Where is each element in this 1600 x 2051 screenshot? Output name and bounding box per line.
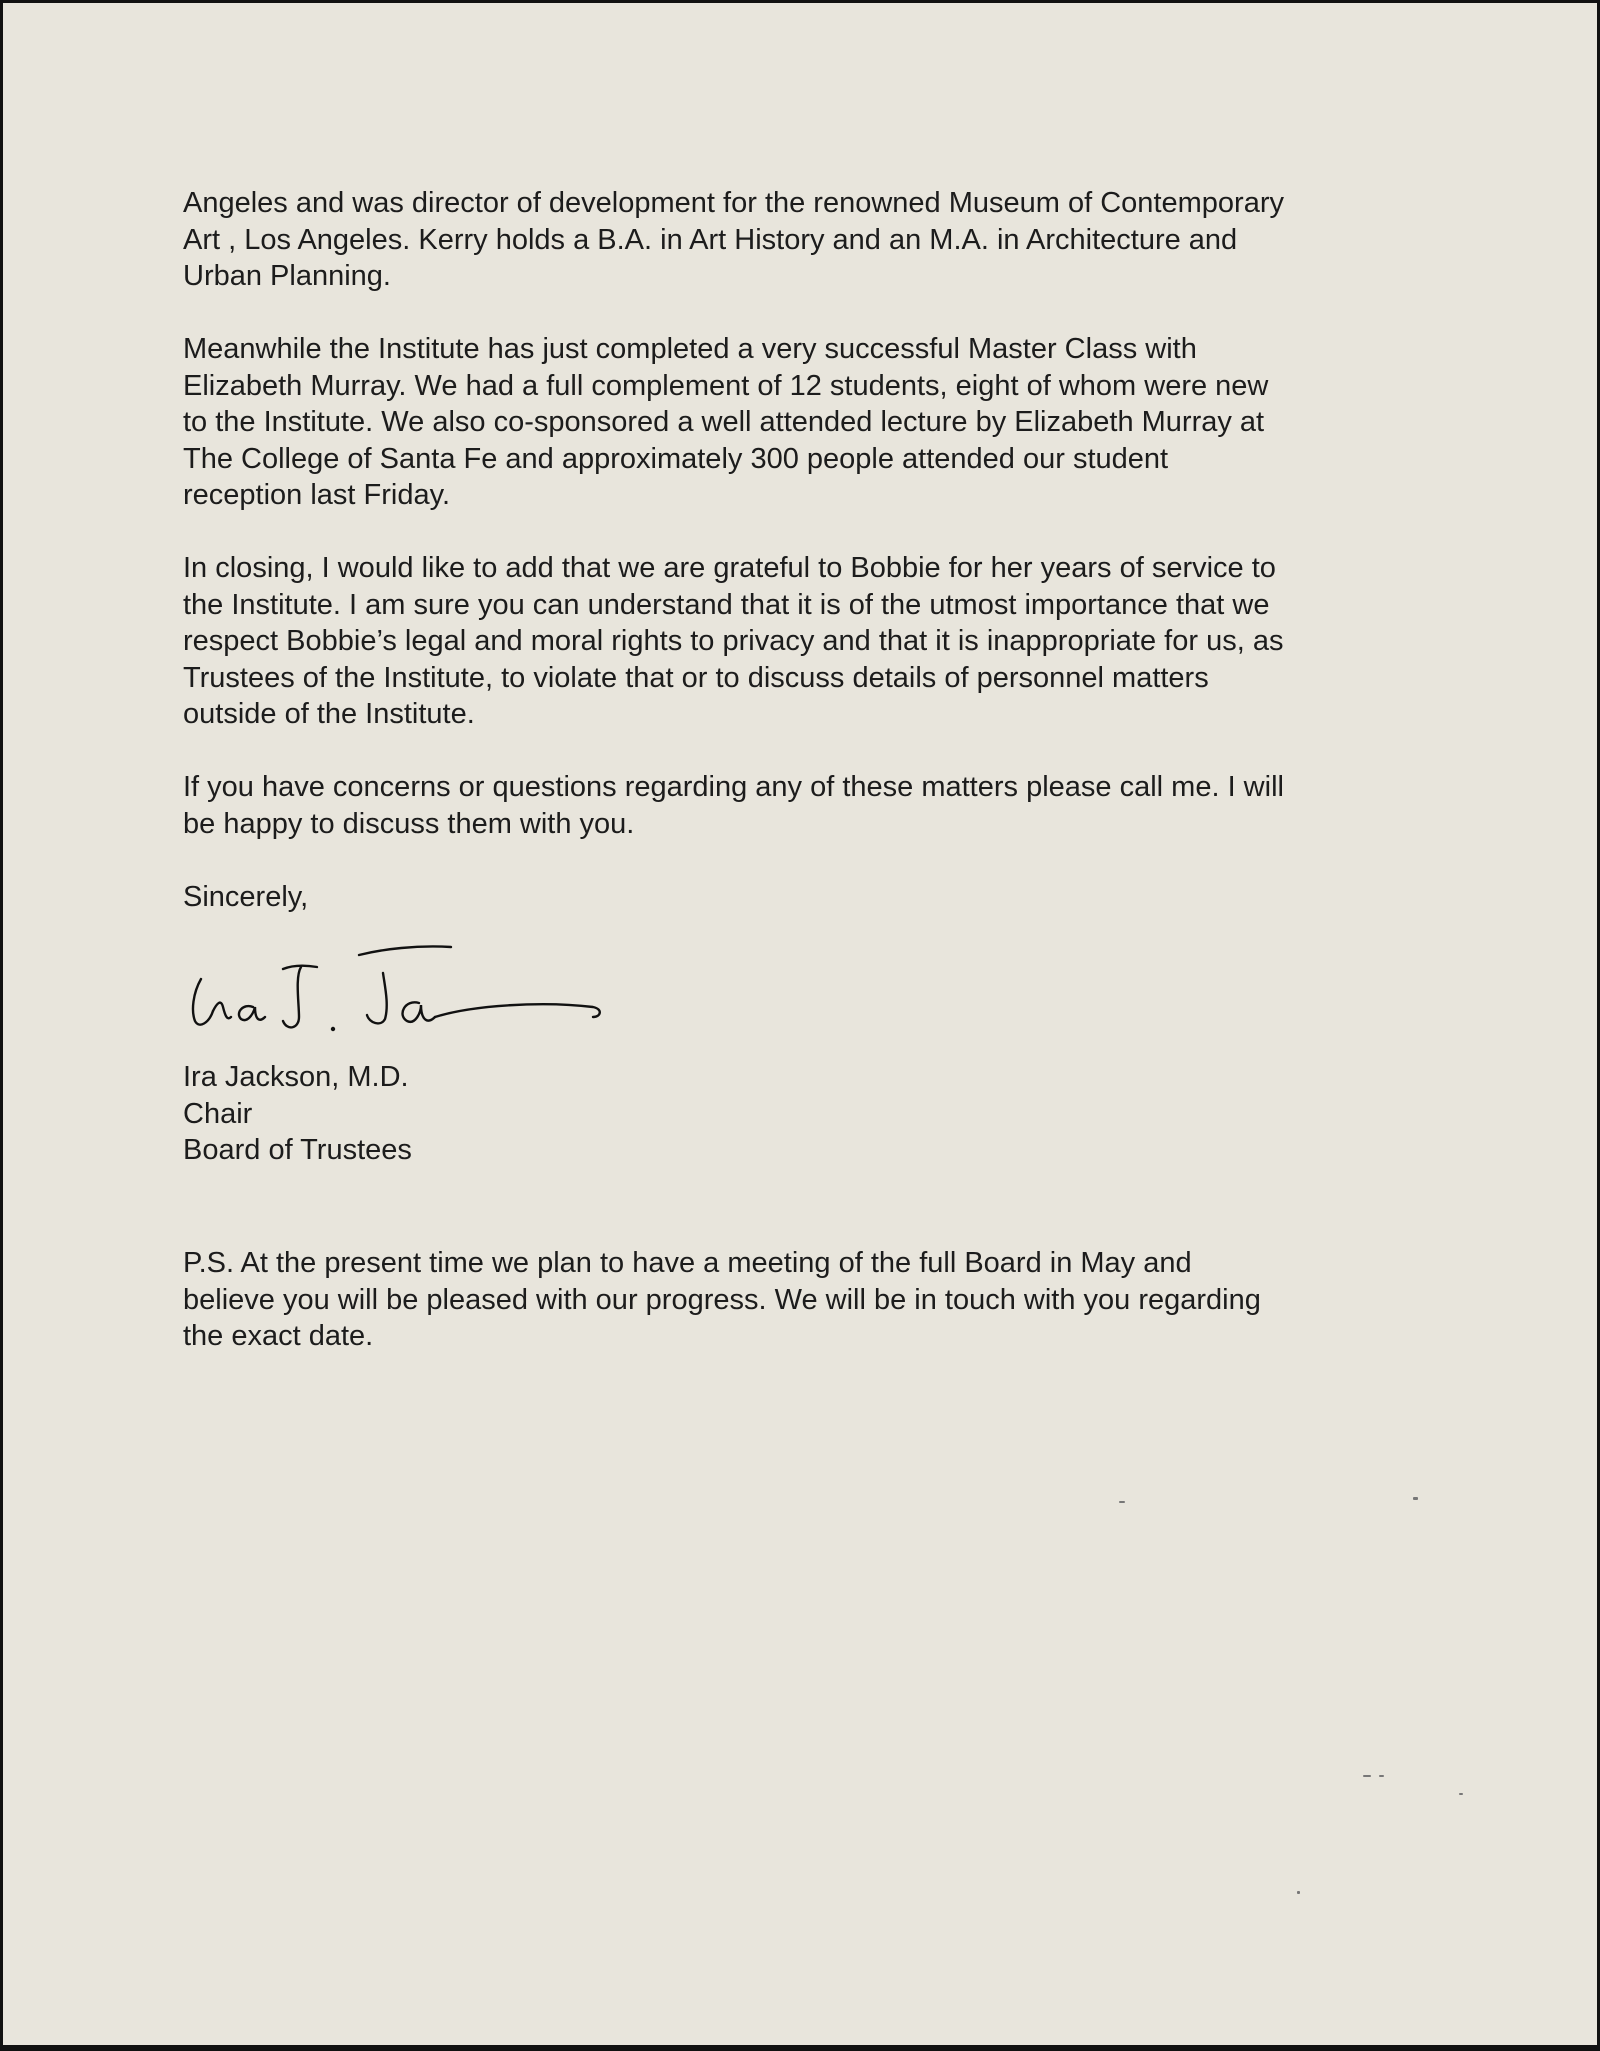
paper-speck bbox=[1379, 1775, 1384, 1777]
signature-image bbox=[183, 933, 623, 1053]
paragraph-background: Angeles and was director of development for the renowned Museum of Contemporary Art , Los Angeles. Kerry holds a B.A. in Art History and an M.A. in Architecture and Urban Planning. bbox=[183, 187, 1284, 292]
paragraph-master-class: Meanwhile the Institute has just completed a very successful Master Class with Elizabeth Murray. We had a full complement of 12 students, eight of whom were new to the Institute. We also co-sponsored a well attended lecture by Elizabeth Murray at The College of Santa Fe and approximately 300 people attended our student reception last Friday. bbox=[183, 333, 1269, 511]
signer-organization: Board of Trustees bbox=[183, 1134, 412, 1166]
paper-speck bbox=[1459, 1793, 1463, 1795]
paper-speck bbox=[1297, 1891, 1300, 1894]
paragraph-contact: If you have concerns or questions regarding any of these matters please call me. I will be happy to discuss them with you. bbox=[183, 771, 1284, 840]
paper-speck bbox=[1119, 1501, 1125, 1503]
letter-body bbox=[183, 185, 1423, 952]
handwritten-signature bbox=[183, 933, 623, 1053]
signer-block bbox=[183, 1059, 412, 1169]
letter-page bbox=[3, 3, 1597, 2045]
paper-speck bbox=[1413, 1497, 1418, 1500]
postscript: P.S. At the present time we plan to have a meeting of the full Board in May and believe you will be pleased with our progress. We will be in touch with you regarding the exact date. bbox=[183, 1247, 1261, 1352]
signer-title: Chair bbox=[183, 1097, 253, 1130]
closing-salutation: Sincerely, bbox=[183, 880, 309, 913]
paragraph-closing-remarks: In closing, I would like to add that we are grateful to Bobbie for her years of service to the Institute. I am sure you can understand that it is of the utmost importance that we respect Bobbie’s legal and moral rights to privacy and that it is inappropriate for us, as Trustees of the Institute, to violate that or to discuss details of personnel matters outside of the Institute. bbox=[183, 552, 1284, 730]
signer-name: Ira Jackson, M.D. bbox=[183, 1061, 409, 1093]
paper-speck bbox=[1363, 1775, 1371, 1777]
